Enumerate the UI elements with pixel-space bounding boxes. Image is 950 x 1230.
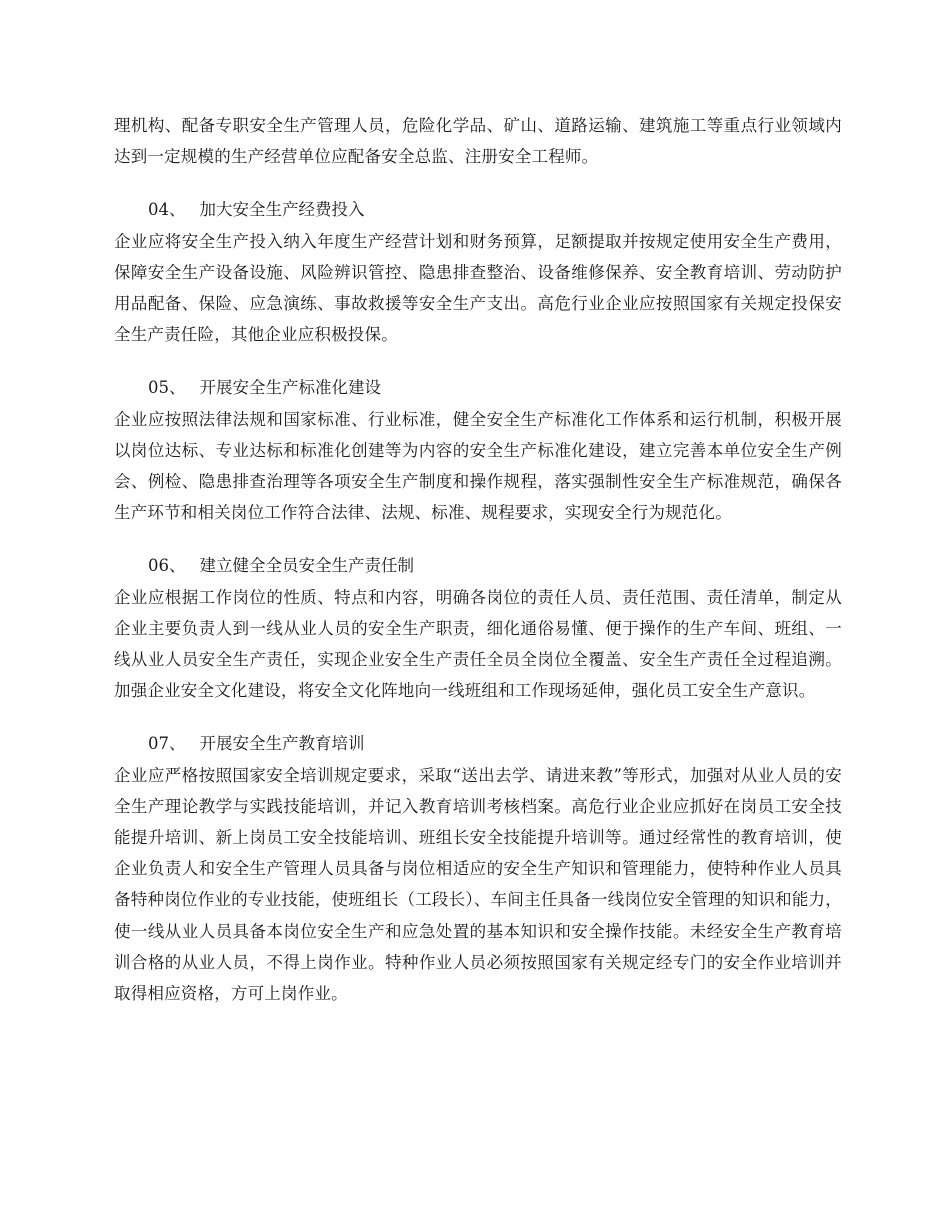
section-title: 建立健全全员安全生产责任制 (199, 556, 414, 576)
section-06 (114, 550, 842, 706)
intro-paragraph: 理机构、配备专职安全生产管理人员，危险化学品、矿山、道路运输、建筑施工等重点行业领域内达到一定规模的生产经营单位应配备安全总监、注册安全工程师。 (114, 116, 842, 167)
section-05 (114, 372, 842, 528)
section-number: 06、 (148, 556, 186, 576)
section-number: 05、 (148, 378, 186, 398)
section-04 (114, 194, 842, 350)
section-title: 加大安全生产经费投入 (199, 200, 365, 220)
section-body: 企业应根据工作岗位的性质、特点和内容，明确各岗位的责任人员、责任范围、责任清单，制定从企业主要负责人到一线从业人员的安全生产职责，细化通俗易懂、便于操作的生产车间、班组、一线从业人员安全生产责任，实现企业安全生产责任全员全岗位全覆盖、安全生产责任全过程追溯。加强企业安全文化建设，将安全文化阵地向一线班组和工作现场延伸，强化员工安全生产意识。 (114, 587, 842, 701)
section-heading (114, 372, 842, 403)
document-page (114, 110, 842, 1031)
section-title: 开展安全生产标准化建设 (199, 378, 381, 398)
section-body: 企业应严格按照国家安全培训规定要求，采取“送出去学、请进来教”等形式，加强对从业人员的安全生产理论教学与实践技能培训，并记入教育培训考核档案。高危行业企业应抓好在岗员工安全技能提升培训、新上岗员工安全技能培训、班组长安全技能提升培训等。通过经常性的教育培训，使企业负责人和安全生产管理人员具备与岗位相适应的安全生产知识和管理能力，使特种作业人员具备特种岗位作业的专业技能，使班组长（工段长）、车间主任具备一线岗位安全管理的知识和能力，使一线从业人员具备本岗位安全生产和应急处置的基本知识和安全操作技能。未经安全生产教育培训合格的从业人员，不得上岗作业。特种作业人员必须按照国家有关规定经专门的安全作业培训并取得相应资格，方可上岗作业。 (114, 765, 842, 1004)
section-heading (114, 194, 842, 225)
section-body: 企业应将安全生产投入纳入年度生产经营计划和财务预算，足额提取并按规定使用安全生产费用，保障安全生产设备设施、风险辨识管控、隐患排查整治、设备维修保养、安全教育培训、劳动防护用品配备、保险、应急演练、事故救援等安全生产支出。高危行业企业应按照国家有关规定投保安全生产责任险，其他企业应积极投保。 (114, 231, 842, 345)
section-number: 04、 (148, 200, 186, 220)
section-07 (114, 728, 842, 1009)
section-number: 07、 (148, 734, 186, 754)
section-heading (114, 728, 842, 759)
section-title: 开展安全生产教育培训 (199, 734, 365, 754)
section-body: 企业应按照法律法规和国家标准、行业标准，健全安全生产标准化工作体系和运行机制，积极开展以岗位达标、专业达标和标准化创建等为内容的安全生产标准化建设，建立完善本单位安全生产例会、例检、隐患排查治理等各项安全生产制度和操作规程，落实强制性安全生产标准规范，确保各生产环节和相关岗位工作符合法律、法规、标准、规程要求，实现安全行为规范化。 (114, 409, 842, 523)
section-heading (114, 550, 842, 581)
